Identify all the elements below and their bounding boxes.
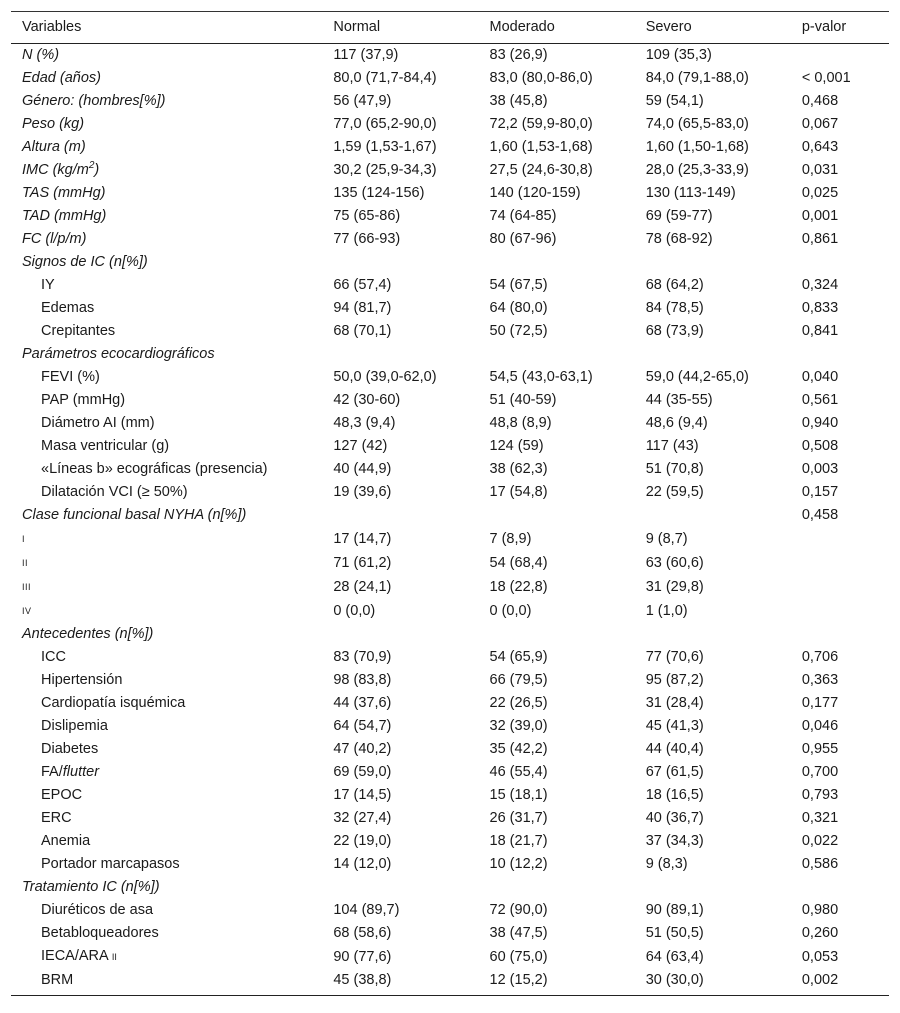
cell-normal: 44 (37,6)	[333, 695, 392, 711]
table-row	[11, 435, 889, 458]
variable-label	[11, 274, 322, 297]
cell-p-valor	[791, 876, 889, 899]
variable-label-text: Cardiopatía isquémica	[41, 695, 186, 711]
header-normal: Normal	[322, 12, 478, 44]
cell-normal: 104 (89,7)	[333, 902, 400, 918]
table-row	[11, 527, 889, 551]
header-variables: Variables	[11, 12, 322, 44]
variable-label	[11, 922, 322, 945]
cell-normal: 14 (12,0)	[333, 856, 392, 872]
header-severo: Severo	[635, 12, 791, 44]
cell-moderado: 38 (45,8)	[489, 93, 548, 109]
cell-severo: 37 (34,3)	[645, 833, 704, 849]
variable-label	[11, 159, 322, 182]
cell-p-valor: 0,700	[801, 764, 839, 780]
cell-normal: 0 (0,0)	[333, 602, 376, 619]
cell-moderado: 12 (15,2)	[479, 969, 635, 996]
cell-moderado: 17 (54,8)	[489, 484, 548, 500]
cell-normal: 56 (47,9)	[333, 93, 392, 109]
table-row	[11, 251, 889, 274]
cell-moderado: 72,2 (59,9-80,0)	[489, 116, 593, 132]
table-row	[11, 669, 889, 692]
cell-moderado: 83,0 (80,0-86,0)	[489, 70, 593, 86]
variable-label-text: Diámetro AI (mm)	[41, 415, 155, 431]
cell-moderado: 32 (39,0)	[489, 718, 548, 734]
cell-moderado	[479, 623, 635, 646]
variable-label-text: Antecedentes (n[%])	[22, 626, 154, 642]
cell-severo	[635, 251, 791, 274]
cell-p-valor: 0,980	[801, 902, 839, 918]
cell-moderado: 124 (59)	[489, 438, 544, 454]
variable-label	[11, 876, 322, 899]
table-row	[11, 715, 889, 738]
table-row	[11, 551, 889, 575]
cell-normal: 77,0 (65,2-90,0)	[333, 116, 437, 132]
cell-moderado: 64 (80,0)	[489, 300, 548, 316]
cell-severo: 90 (89,1)	[645, 902, 704, 918]
table-body	[11, 44, 889, 996]
variable-label	[11, 67, 322, 90]
cell-severo: 18 (16,5)	[645, 787, 704, 803]
cell-moderado	[479, 343, 635, 366]
cell-p-valor: 0,940	[801, 415, 839, 431]
variable-label-text: Diuréticos de asa	[41, 902, 154, 918]
variable-label	[11, 527, 322, 551]
table-header-row	[11, 12, 889, 44]
cell-normal: 68 (58,6)	[333, 925, 392, 941]
variable-label-text: Anemia	[41, 833, 91, 849]
cell-moderado: 46 (55,4)	[489, 764, 548, 780]
table-row	[11, 876, 889, 899]
cell-moderado: 35 (42,2)	[489, 741, 548, 757]
variable-label	[11, 761, 322, 784]
cell-severo: 130 (113-149)	[645, 185, 736, 201]
cell-normal: 42 (30-60)	[333, 392, 401, 408]
cell-moderado: 22 (26,5)	[489, 695, 548, 711]
variable-label-italic: flutter	[62, 764, 100, 780]
cell-moderado: 54,5 (43,0-63,1)	[489, 369, 593, 385]
cell-normal: 77 (66-93)	[333, 231, 401, 247]
variable-label	[11, 899, 322, 922]
table-row	[11, 90, 889, 113]
variable-label	[11, 228, 322, 251]
cell-moderado: 15 (18,1)	[489, 787, 548, 803]
variable-label	[11, 205, 322, 228]
cell-severo: 51 (70,8)	[645, 461, 704, 477]
variable-label	[11, 504, 322, 527]
cell-severo	[635, 876, 791, 899]
table-row	[11, 945, 889, 969]
table-row	[11, 504, 889, 527]
variable-label-text: «Líneas b» ecográficas (presencia)	[41, 461, 268, 477]
cell-p-valor: 0,861	[801, 231, 839, 247]
cell-normal	[322, 504, 478, 527]
variable-label-text: I	[22, 534, 26, 544]
cell-p-valor: 0,001	[801, 208, 839, 224]
cell-p-valor: 0,706	[801, 649, 839, 665]
cell-moderado	[479, 876, 635, 899]
variable-label-text: PAP (mmHg)	[41, 392, 126, 408]
cell-moderado: 48,8 (8,9)	[489, 415, 552, 431]
cell-moderado: 60 (75,0)	[489, 948, 548, 965]
cell-normal	[322, 343, 478, 366]
variable-label-text: Masa ventricular (g)	[41, 438, 170, 454]
cell-severo: 84,0 (79,1-88,0)	[645, 70, 749, 86]
cell-severo	[635, 343, 791, 366]
table-row	[11, 646, 889, 669]
cell-normal: 69 (59,0)	[333, 764, 392, 780]
cell-severo	[635, 623, 791, 646]
variable-label	[11, 412, 322, 435]
cell-p-valor	[791, 44, 889, 68]
cell-severo	[635, 504, 791, 527]
variable-label-text: Betabloqueadores	[41, 925, 159, 941]
cell-p-valor	[791, 599, 889, 623]
variable-label-text: IMC (kg/m	[22, 162, 89, 178]
cell-moderado: 83 (26,9)	[489, 47, 548, 63]
variable-label-text: TAS (mmHg)	[22, 185, 106, 201]
cell-moderado: 74 (64-85)	[489, 208, 557, 224]
table-row	[11, 458, 889, 481]
cell-normal	[322, 251, 478, 274]
header-p-valor: p-valor	[791, 12, 889, 44]
cell-severo: 31 (29,8)	[645, 578, 704, 595]
variable-label-text: Crepitantes	[41, 323, 116, 339]
table-row	[11, 228, 889, 251]
header-moderado: Moderado	[479, 12, 635, 44]
variable-label-text: Tratamiento IC (n[%])	[22, 879, 160, 895]
cell-severo: 31 (28,4)	[645, 695, 704, 711]
cell-moderado	[479, 504, 635, 527]
variable-label	[11, 320, 322, 343]
cell-p-valor: 0,002	[791, 969, 889, 996]
table-row	[11, 853, 889, 876]
variable-label-text: IY	[41, 277, 55, 293]
variable-label	[11, 551, 322, 575]
cell-normal: 64 (54,7)	[333, 718, 392, 734]
table-row	[11, 320, 889, 343]
cell-moderado: 38 (47,5)	[489, 925, 548, 941]
cell-severo: 48,6 (9,4)	[645, 415, 708, 431]
cell-p-valor: 0,046	[801, 718, 839, 734]
variable-label	[11, 366, 322, 389]
variable-label	[11, 853, 322, 876]
variable-label	[11, 435, 322, 458]
cell-moderado: 72 (90,0)	[489, 902, 548, 918]
variable-label	[11, 784, 322, 807]
cell-p-valor: 0,324	[801, 277, 839, 293]
results-table	[11, 11, 889, 996]
table-row	[11, 784, 889, 807]
cell-severo: 68 (64,2)	[645, 277, 704, 293]
variable-label-suffix: )	[94, 162, 100, 178]
cell-normal: 98 (83,8)	[333, 672, 392, 688]
variable-label-text: Dilatación VCI (≥ 50%)	[41, 484, 188, 500]
variable-label-text: Dislipemia	[41, 718, 108, 734]
cell-p-valor: 0,643	[801, 139, 839, 155]
variable-label-text: BRM	[41, 972, 74, 988]
cell-p-valor: 0,321	[801, 810, 839, 826]
variable-label-text: EPOC	[41, 787, 83, 803]
cell-severo: 77 (70,6)	[645, 649, 704, 665]
variable-label	[11, 389, 322, 412]
variable-label-text: Signos de IC (n[%])	[22, 254, 148, 270]
cell-normal: 117 (37,9)	[333, 47, 399, 63]
table-row	[11, 761, 889, 784]
cell-severo: 30 (30,0)	[635, 969, 791, 996]
cell-normal: 40 (44,9)	[333, 461, 392, 477]
variable-label	[11, 599, 322, 623]
cell-p-valor	[791, 527, 889, 551]
variable-label	[11, 481, 322, 504]
variable-label	[11, 738, 322, 761]
cell-moderado: 18 (21,7)	[489, 833, 548, 849]
table-row	[11, 575, 889, 599]
table-row	[11, 297, 889, 320]
cell-moderado: 1,60 (1,53-1,68)	[489, 139, 593, 155]
cell-normal	[322, 876, 478, 899]
table-row	[11, 366, 889, 389]
variable-label	[11, 669, 322, 692]
cell-moderado: 51 (40-59)	[489, 392, 557, 408]
superscript: 2	[88, 160, 95, 172]
cell-severo: 40 (36,7)	[645, 810, 704, 826]
variable-label-text: Portador marcapasos	[41, 856, 180, 872]
cell-normal: 45 (38,8)	[322, 969, 478, 996]
cell-normal: 94 (81,7)	[333, 300, 392, 316]
cell-normal: 48,3 (9,4)	[333, 415, 396, 431]
variable-label	[11, 692, 322, 715]
variable-label-text: IV	[22, 606, 32, 616]
cell-p-valor: 0,561	[801, 392, 839, 408]
variable-label	[11, 646, 322, 669]
cell-moderado: 66 (79,5)	[489, 672, 548, 688]
cell-moderado: 0 (0,0)	[489, 602, 532, 619]
cell-normal: 17 (14,5)	[333, 787, 392, 803]
cell-severo: 84 (78,5)	[645, 300, 704, 316]
cell-moderado: 50 (72,5)	[489, 323, 548, 339]
cell-normal: 71 (61,2)	[333, 554, 392, 571]
variable-label-text: Edemas	[41, 300, 95, 316]
cell-p-valor: 0,955	[801, 741, 839, 757]
cell-moderado: 54 (67,5)	[489, 277, 548, 293]
table-row	[11, 205, 889, 228]
variable-label-text: FEVI (%)	[41, 369, 100, 385]
cell-severo: 51 (50,5)	[645, 925, 704, 941]
table-row	[11, 182, 889, 205]
cell-moderado	[479, 251, 635, 274]
variable-label-text: II	[22, 558, 29, 568]
cell-severo: 9 (8,7)	[645, 530, 688, 547]
cell-p-valor: 0,022	[801, 833, 839, 849]
cell-p-valor: 0,458	[801, 507, 839, 523]
cell-normal: 28 (24,1)	[333, 578, 392, 595]
cell-p-valor: 0,040	[801, 369, 839, 385]
cell-severo: 59,0 (44,2-65,0)	[645, 369, 749, 385]
variable-label-text: Diabetes	[41, 741, 99, 757]
cell-p-valor: 0,053	[801, 948, 839, 965]
table-row	[11, 44, 889, 68]
cell-p-valor	[791, 251, 889, 274]
variable-label-text: Género: (hombres[%])	[22, 93, 166, 109]
cell-moderado: 54 (65,9)	[489, 649, 548, 665]
variable-label	[11, 136, 322, 159]
variable-label-text: FC (l/p/m)	[22, 231, 87, 247]
variable-label	[11, 969, 322, 996]
cell-p-valor: 0,260	[801, 925, 839, 941]
variable-label-small: II	[111, 952, 117, 962]
cell-severo: 44 (35-55)	[645, 392, 713, 408]
cell-moderado: 18 (22,8)	[489, 578, 548, 595]
cell-moderado: 38 (62,3)	[489, 461, 548, 477]
table-row	[11, 922, 889, 945]
table-row	[11, 159, 889, 182]
variable-label-text: Parámetros ecocardiográficos	[22, 346, 215, 362]
cell-severo: 95 (87,2)	[645, 672, 704, 688]
variable-label	[11, 715, 322, 738]
cell-severo: 68 (73,9)	[645, 323, 704, 339]
table-row	[11, 481, 889, 504]
cell-normal: 135 (124-156)	[333, 185, 425, 201]
table-row	[11, 67, 889, 90]
cell-normal: 30,2 (25,9-34,3)	[333, 162, 437, 178]
cell-moderado: 27,5 (24,6-30,8)	[489, 162, 593, 178]
variable-label-text: Clase funcional basal NYHA (n[%])	[22, 507, 247, 523]
table-row	[11, 969, 889, 996]
cell-p-valor: 0,003	[801, 461, 839, 477]
cell-severo: 44 (40,4)	[645, 741, 704, 757]
table-row	[11, 623, 889, 646]
variable-label	[11, 575, 322, 599]
cell-normal: 19 (39,6)	[333, 484, 392, 500]
cell-normal: 83 (70,9)	[333, 649, 392, 665]
cell-p-valor: 0,031	[801, 162, 839, 178]
variable-label	[11, 623, 322, 646]
cell-normal: 50,0 (39,0-62,0)	[333, 369, 437, 385]
cell-normal: 75 (65-86)	[333, 208, 401, 224]
table-row	[11, 389, 889, 412]
cell-p-valor	[791, 575, 889, 599]
cell-normal: 47 (40,2)	[333, 741, 392, 757]
variable-label	[11, 90, 322, 113]
cell-severo: 109 (35,3)	[645, 47, 712, 63]
table-row	[11, 692, 889, 715]
variable-label-text: III	[22, 582, 32, 592]
cell-severo: 78 (68-92)	[645, 231, 713, 247]
variable-label	[11, 343, 322, 366]
variable-label-text: Altura (m)	[22, 139, 86, 155]
variable-label-text: ERC	[41, 810, 72, 826]
variable-label	[11, 807, 322, 830]
cell-normal: 66 (57,4)	[333, 277, 392, 293]
variable-label-text: Edad (años)	[22, 70, 101, 86]
cell-normal: 127 (42)	[333, 438, 388, 454]
cell-severo: 59 (54,1)	[645, 93, 704, 109]
cell-normal: 22 (19,0)	[333, 833, 392, 849]
variable-label	[11, 458, 322, 481]
variable-label	[11, 830, 322, 853]
variable-label-text: TAD (mmHg)	[22, 208, 107, 224]
cell-moderado: 26 (31,7)	[489, 810, 548, 826]
cell-moderado: 54 (68,4)	[489, 554, 548, 571]
variable-label-text: FA/	[41, 764, 63, 780]
cell-severo: 74,0 (65,5-83,0)	[645, 116, 749, 132]
cell-moderado: 140 (120-159)	[489, 185, 581, 201]
cell-normal: 32 (27,4)	[333, 810, 392, 826]
cell-moderado: 10 (12,2)	[489, 856, 548, 872]
table-row	[11, 136, 889, 159]
cell-p-valor: 0,363	[801, 672, 839, 688]
cell-moderado: 7 (8,9)	[489, 530, 532, 547]
cell-p-valor: 0,586	[801, 856, 839, 872]
table-row	[11, 899, 889, 922]
variable-label	[11, 44, 322, 68]
cell-severo: 9 (8,3)	[645, 856, 688, 872]
cell-p-valor	[791, 343, 889, 366]
cell-severo: 63 (60,6)	[645, 554, 704, 571]
cell-normal: 17 (14,7)	[333, 530, 392, 547]
cell-p-valor: 0,468	[801, 93, 839, 109]
cell-p-valor: 0,508	[801, 438, 839, 454]
cell-severo: 117 (43)	[645, 438, 699, 454]
cell-normal: 1,59 (1,53-1,67)	[333, 139, 437, 155]
cell-p-valor: 0,157	[801, 484, 839, 500]
table-row	[11, 274, 889, 297]
cell-moderado: 80 (67-96)	[489, 231, 557, 247]
variable-label	[11, 945, 322, 969]
table-row	[11, 807, 889, 830]
cell-p-valor: 0,793	[801, 787, 839, 803]
table-row	[11, 830, 889, 853]
cell-severo: 64 (63,4)	[645, 948, 704, 965]
cell-severo: 28,0 (25,3-33,9)	[645, 162, 749, 178]
table-row	[11, 412, 889, 435]
variable-label-text: IECA/ARA	[41, 948, 112, 964]
cell-severo: 69 (59-77)	[645, 208, 713, 224]
cell-p-valor: 0,177	[801, 695, 839, 711]
cell-normal: 80,0 (71,7-84,4)	[333, 70, 437, 86]
variable-label-text: N (%)	[22, 47, 60, 63]
cell-p-valor: 0,833	[801, 300, 839, 316]
cell-severo: 1,60 (1,50-1,68)	[645, 139, 749, 155]
variable-label-text: ICC	[41, 649, 66, 665]
variable-label	[11, 251, 322, 274]
variable-label	[11, 182, 322, 205]
cell-severo: 1 (1,0)	[645, 602, 688, 619]
variable-label	[11, 113, 322, 136]
cell-severo: 67 (61,5)	[645, 764, 704, 780]
variable-label-text: Peso (kg)	[22, 116, 85, 132]
cell-severo: 22 (59,5)	[645, 484, 704, 500]
cell-normal: 68 (70,1)	[333, 323, 392, 339]
table-row	[11, 113, 889, 136]
table-row	[11, 343, 889, 366]
cell-p-valor: < 0,001	[801, 70, 851, 86]
variable-label-text: Hipertensión	[41, 672, 123, 688]
cell-p-valor: 0,067	[801, 116, 839, 132]
cell-severo: 45 (41,3)	[645, 718, 704, 734]
table-row	[11, 738, 889, 761]
cell-p-valor	[791, 623, 889, 646]
cell-p-valor	[791, 551, 889, 575]
table-row	[11, 599, 889, 623]
cell-p-valor: 0,841	[801, 323, 839, 339]
cell-normal: 90 (77,6)	[333, 948, 392, 965]
cell-p-valor: 0,025	[801, 185, 839, 201]
variable-label	[11, 297, 322, 320]
cell-normal	[322, 623, 478, 646]
